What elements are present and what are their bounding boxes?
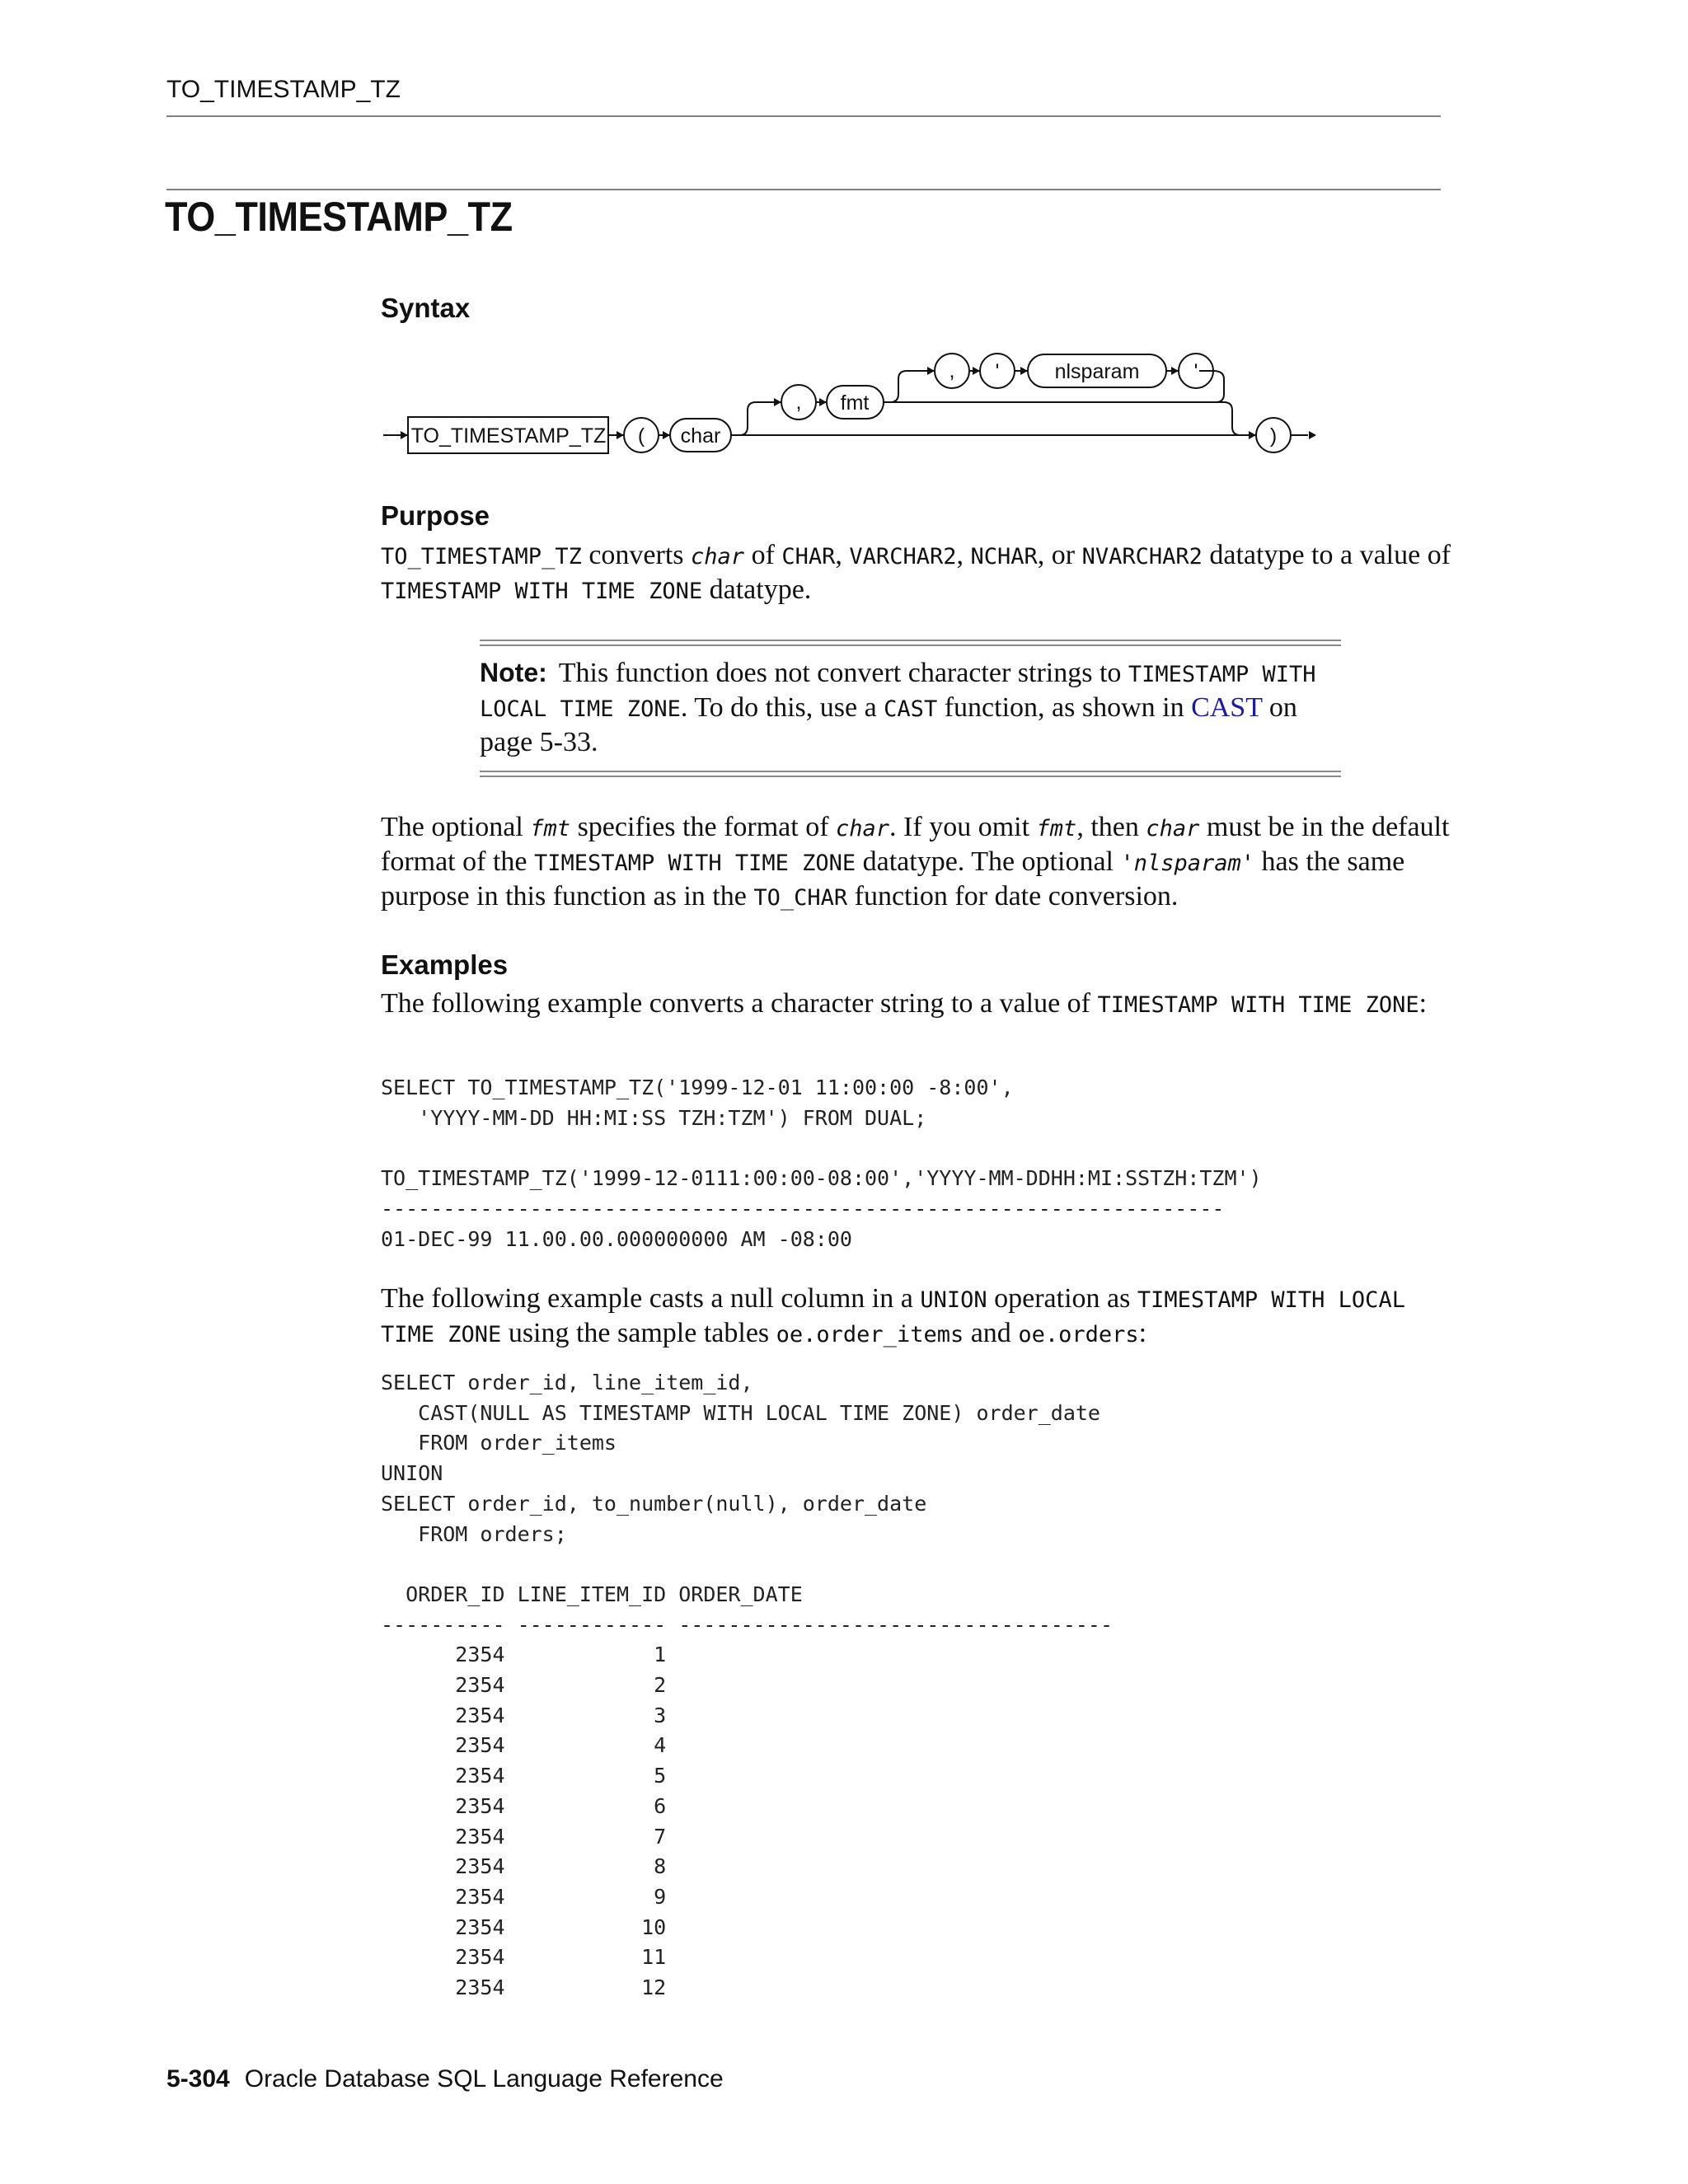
optional-params-paragraph: The optional fmt specifies the format of char. If you omit fmt, then char must be in the default format of the TIMESTAMP WITH TIME ZONE datatype. The optional 'nlsparam' has the same purpose in this function as in the TO_CHAR function for date conversion. xyxy=(381,812,1450,912)
purpose-paragraph: TO_TIMESTAMP_TZ converts char of CHAR, VARCHAR2, NCHAR, or NVARCHAR2 datatype to a value of TIMESTAMP WITH TIME ZONE datatype. xyxy=(381,540,1451,605)
diagram-line xyxy=(890,371,934,402)
arrowhead xyxy=(774,398,781,406)
diagram-line xyxy=(739,402,781,435)
char-label: char xyxy=(680,424,721,448)
arrowhead xyxy=(1249,431,1256,439)
title-rule xyxy=(166,189,1441,190)
note-label: Note: xyxy=(480,658,547,687)
example1-code: SELECT TO_TIMESTAMP_TZ('1999-12-01 11:00:00 -8:00', 'YYYY-MM-DD HH:MI:SS TZH:TZM') FROM DUAL; TO_TIMESTAMP_TZ('1999-12-0111:00:00-08:00','YYYY-MM-DDHH:MI:SSTZH:TZM') -------------------------------------------------------------------- 01-DEC-99 11.00.00.000000000 AM -08:00 xyxy=(381,1076,1262,1251)
note-top-rule xyxy=(480,640,1341,646)
arrowhead xyxy=(663,431,670,439)
running-header: TO_TIMESTAMP_TZ xyxy=(166,76,401,103)
syntax-diagram xyxy=(375,346,1331,470)
paren-close-label: ) xyxy=(1269,424,1278,448)
page-title: TO_TIMESTAMP_TZ xyxy=(165,194,513,240)
quote-label: ' xyxy=(1193,360,1198,383)
book-title: Oracle Database SQL Language Reference xyxy=(244,2065,724,2093)
purpose-heading: Purpose xyxy=(381,500,490,531)
arrowhead xyxy=(1171,367,1179,375)
syntax-heading: Syntax xyxy=(381,293,471,323)
note-box xyxy=(480,640,1341,777)
arrowhead xyxy=(927,367,935,375)
page-number: 5-304 xyxy=(166,2065,230,2093)
comma-label: , xyxy=(795,391,802,414)
diagram-line xyxy=(884,402,1240,435)
arrowhead xyxy=(819,398,827,406)
arrowhead xyxy=(1020,367,1028,375)
example1-paragraph: The following example converts a character string to a value of TIMESTAMP WITH TIME ZONE: xyxy=(381,988,1428,1019)
nlsparam-label: nlsparam xyxy=(1054,360,1140,383)
fmt-label: fmt xyxy=(840,391,870,415)
keyword-label: TO_TIMESTAMP_TZ xyxy=(410,424,607,448)
quote-label: ' xyxy=(995,360,1000,383)
cast-link[interactable]: CAST xyxy=(1191,692,1263,723)
paren-open-label: ( xyxy=(637,424,645,448)
note-text: Note: This function does not convert character strings to TIMESTAMP WITH LOCAL TIME ZONE. To do this, use a CAST function, as shown in CAST on page 5-33. xyxy=(480,658,1316,757)
examples-heading: Examples xyxy=(381,949,509,980)
example2-paragraph: The following example casts a null column in a UNION operation as TIMESTAMP WITH LOCAL TIME ZONE using the sample tables oe.order_items and oe.orders: xyxy=(381,1283,1405,1348)
note-bottom-rule xyxy=(480,771,1341,777)
page-footer xyxy=(166,2065,724,2093)
example2-code: SELECT order_id, line_item_id, CAST(NULL AS TIMESTAMP WITH LOCAL TIME ZONE) order_date FROM order_items UNION SELECT order_id, to_number(null), order_date FROM orders; ORDER_ID LINE_ITEM_ID ORDER_DATE ---------- ------------ ----------------------------------- 2354 1 2354 2 2354 3 2354 4 2354 5 2354 6 2354 7 2354 8 2354 9 2354 10 2354 11 2354 12 xyxy=(381,1371,1114,2000)
arrowhead xyxy=(1309,431,1316,439)
arrowhead xyxy=(401,431,408,439)
arrowhead xyxy=(617,431,624,439)
comma-label: , xyxy=(949,359,955,382)
header-rule xyxy=(166,115,1441,117)
arrowhead xyxy=(973,367,980,375)
